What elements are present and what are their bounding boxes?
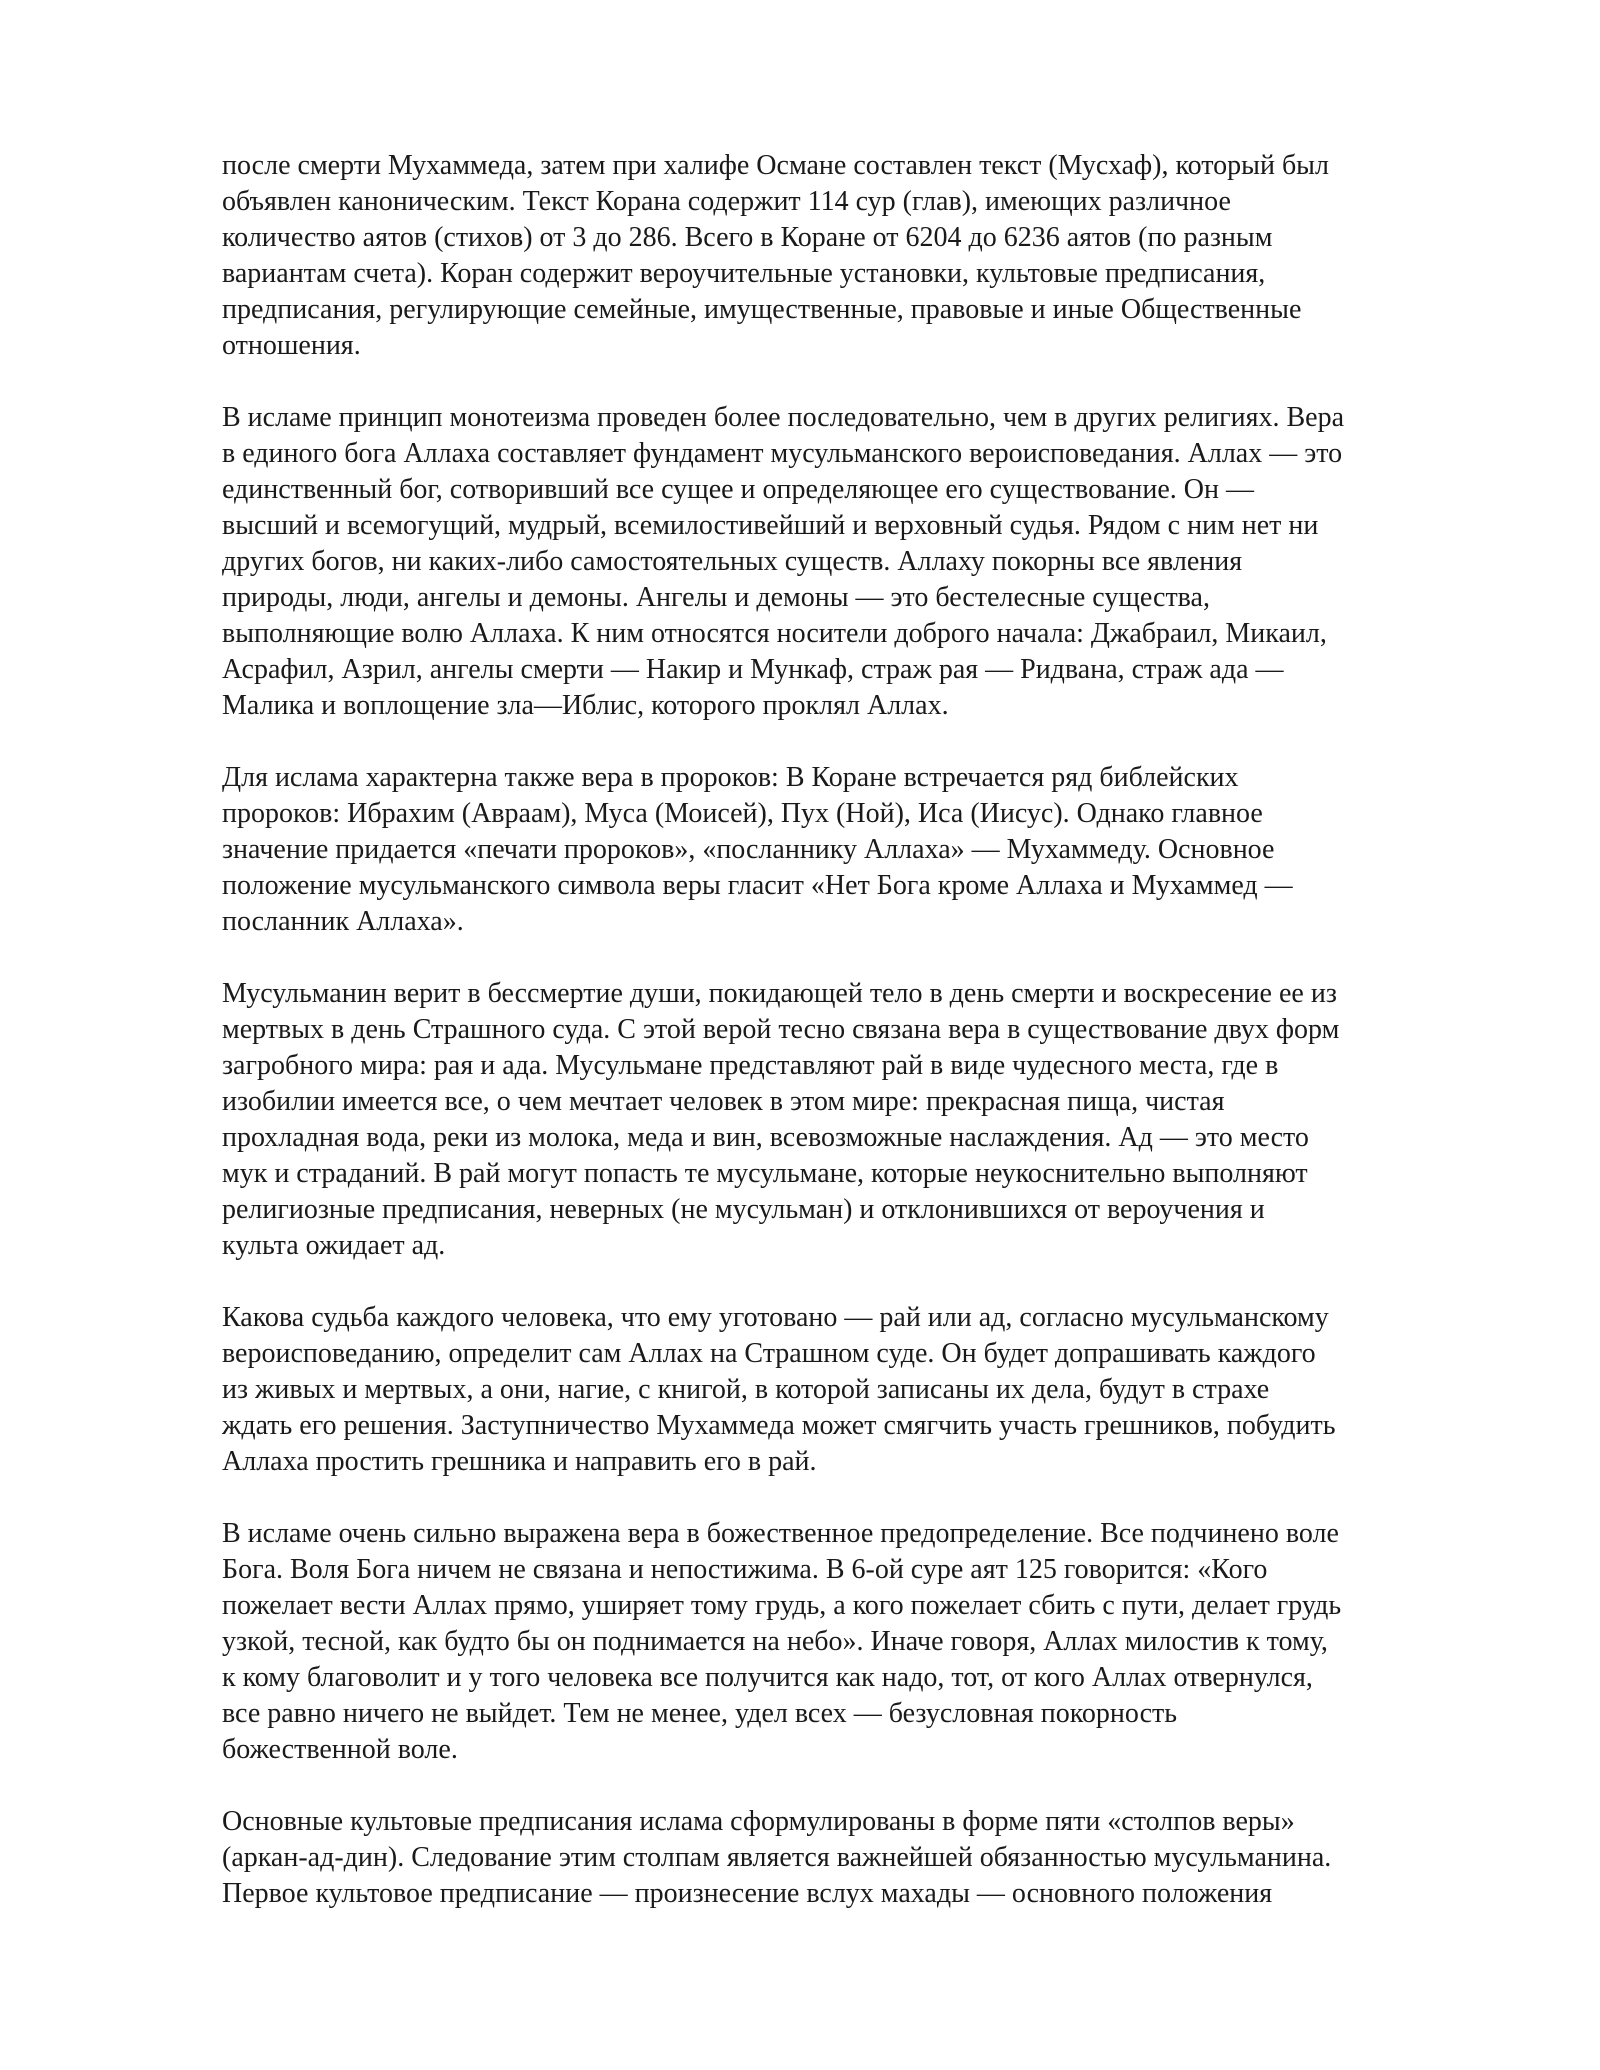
text-line: посланник Аллаха». (222, 906, 464, 937)
text-line: мук и страданий. В рай могут попасть те мусульмане, которые неукоснительно выполняют (222, 1158, 1308, 1189)
text-line: все равно ничего не выйдет. Тем не менее, удел всех — безусловная покорность (222, 1698, 1178, 1729)
text-line: Основные культовые предписания ислама сформулированы в форме пяти «столпов веры» (222, 1806, 1295, 1837)
text-line: выполняющие волю Аллаха. К ним относятся носители доброго начала: Джабраил, Микаил, (222, 618, 1327, 649)
paragraph (222, 1804, 1482, 1912)
text-line: ждать его решения. Заступничество Мухаммеда может смягчить участь грешников, побудить (222, 1410, 1336, 1441)
paragraph (222, 1300, 1482, 1480)
text-line: других богов, ни каких-либо самостоятельных существ. Аллаху покорны все явления (222, 546, 1243, 577)
text-line: значение придается «печати пророков», «посланнику Аллаха» — Мухаммеду. Основное (222, 834, 1275, 865)
text-line: Для ислама характерна также вера в пророков: В Коране встречается ряд библейских (222, 762, 1239, 793)
text-line: (аркан-ад-дин). Следование этим столпам является важнейшей обязанностью мусульманина. (222, 1842, 1332, 1873)
paragraph (222, 976, 1482, 1264)
text-line: божественной воле. (222, 1734, 458, 1765)
text-line: религиозные предписания, неверных (не мусульман) и отклонившихся от вероучения и (222, 1194, 1265, 1225)
paragraph (222, 1516, 1482, 1768)
text-line: природы, люди, ангелы и демоны. Ангелы и демоны — это бестелесные существа, (222, 582, 1210, 613)
text-line: высший и всемогущий, мудрый, всемилостивейший и верховный судья. Рядом с ним нет ни (222, 510, 1319, 541)
text-line: после смерти Мухаммеда, затем при халифе Османе составлен текст (Мусхаф), который был (222, 150, 1329, 181)
text-line: предписания, регулирующие семейные, имущественные, правовые и иные Общественные (222, 294, 1302, 325)
text-line: объявлен каноническим. Текст Корана содержит 114 сур (глав), имеющих различное (222, 186, 1231, 217)
paragraph (222, 400, 1482, 724)
text-line: вероисповеданию, определит сам Аллах на Страшном суде. Он будет допрашивать каждого (222, 1338, 1316, 1369)
text-line: в единого бога Аллаха составляет фундамент мусульманского вероисповедания. Аллах — это (222, 438, 1343, 469)
text-line: Первое культовое предписание — произнесение вслух махады — основного положения (222, 1878, 1273, 1909)
text-line: Малика и воплощение зла—Иблис, которого проклял Аллах. (222, 690, 949, 721)
text-line: вариантам счета). Коран содержит вероучительные установки, культовые предписания, (222, 258, 1266, 289)
text-line: загробного мира: рая и ада. Мусульмане представляют рай в виде чудесного места, где в (222, 1050, 1279, 1081)
text-line: изобилии имеется все, о чем мечтает человек в этом мире: прекрасная пища, чистая (222, 1086, 1225, 1117)
text-line: пророков: Ибрахим (Авраам), Муса (Моисей), Пух (Ной), Иса (Иисус). Однако главное (222, 798, 1263, 829)
text-line: Какова судьба каждого человека, что ему уготовано — рай или ад, согласно мусульманскому (222, 1302, 1329, 1333)
paragraph (222, 148, 1482, 364)
text-line: культа ожидает ад. (222, 1230, 446, 1261)
text-line: количество аятов (стихов) от 3 до 286. Всего в Коране от 6204 до 6236 аятов (по разным (222, 222, 1273, 253)
text-line: Мусульманин верит в бессмертие души, покидающей тело в день смерти и воскресение ее из (222, 978, 1337, 1009)
text-line: пожелает вести Аллах прямо, уширяет тому грудь, а кого пожелает сбить с пути, делает грудь (222, 1590, 1342, 1621)
text-line: положение мусульманского символа веры гласит «Нет Бога кроме Аллаха и Мухаммед — (222, 870, 1293, 901)
text-line: В исламе принцип монотеизма проведен более последовательно, чем в других религиях. Вера (222, 402, 1344, 433)
text-line: отношения. (222, 330, 361, 361)
text-line: к кому благоволит и у того человека все получится как надо, тот, от кого Аллах отвернулся, (222, 1662, 1313, 1693)
text-line: прохладная вода, реки из молока, меда и вин, всевозможные наслаждения. Ад — это место (222, 1122, 1309, 1153)
text-line: Аллаха простить грешника и направить его в рай. (222, 1446, 817, 1477)
text-line: из живых и мертвых, а они, нагие, с книгой, в которой записаны их дела, будут в страхе (222, 1374, 1270, 1405)
text-line: узкой, тесной, как будто бы он поднимается на небо». Иначе говоря, Аллах милостив к тому, (222, 1626, 1328, 1657)
text-line: Бога. Воля Бога ничем не связана и непостижима. В 6-ой суре аят 125 говорится: «Кого (222, 1554, 1268, 1585)
text-line: мертвых в день Страшного суда. С этой верой тесно связана вера в существование двух форм (222, 1014, 1340, 1045)
text-line: единственный бог, сотворивший все сущее и определяющее его существование. Он — (222, 474, 1254, 505)
text-line: В исламе очень сильно выражена вера в божественное предопределение. Все подчинено воле (222, 1518, 1339, 1549)
text-line: Асрафил, Азрил, ангелы смерти — Накир и Мункаф, страж рая — Ридвана, страж ада — (222, 654, 1284, 685)
paragraph (222, 760, 1482, 940)
document-body (222, 148, 1482, 1912)
